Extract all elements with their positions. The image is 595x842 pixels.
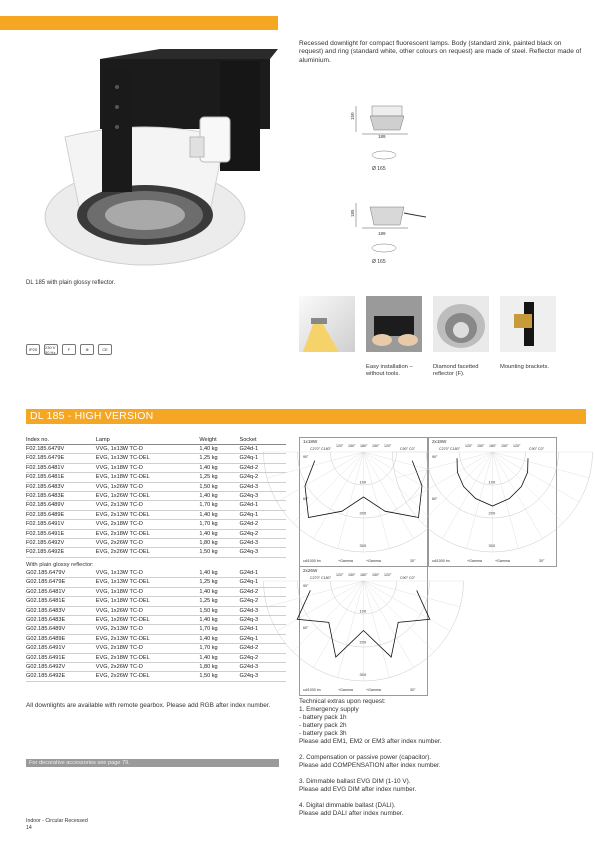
accessories-note: For decorative accessories see page 79. — [26, 759, 279, 767]
voltage-icon: 230 V 50 Hz — [44, 344, 58, 355]
cell-weight: 1,40 kg — [199, 569, 239, 578]
cell-weight: 1,40 kg — [199, 445, 239, 454]
polar-scale-label: 300 — [359, 543, 367, 548]
cell-lamp: EVG, 1x18W TC-DEL — [96, 473, 200, 482]
cell-socket: G24d-3 — [239, 663, 286, 672]
table-row — [26, 548, 286, 557]
cell-index: F02.185.6491V — [26, 520, 96, 529]
polar-spoke — [364, 581, 451, 631]
polar-top-angle: 120° — [513, 444, 521, 448]
cell-lamp: VVG, 2x13W TC-D — [96, 625, 200, 634]
cell-socket: G24d-1 — [239, 625, 286, 634]
polar-30-label: 30° — [410, 559, 416, 563]
cell-weight: 1,40 kg — [199, 510, 239, 519]
table-row — [26, 663, 286, 672]
footer-category: Indoor - Circular Recessed — [26, 818, 88, 824]
polar-top-angle: 120° — [465, 444, 473, 448]
polar-spoke — [493, 452, 543, 539]
cell-socket: G24d-2 — [239, 644, 286, 653]
header-index: Index no. — [26, 436, 96, 445]
cell-socket: G24q-3 — [239, 548, 286, 557]
polar-scale-label: 200 — [359, 639, 367, 645]
cell-index: G02.185.6481E — [26, 597, 96, 606]
thumbnail-installation — [366, 296, 422, 352]
header-weight: Weight — [199, 436, 239, 445]
header-socket: Socket — [239, 436, 286, 445]
polar-90-label: 90° — [303, 455, 309, 459]
class-icon: ⊕ — [80, 344, 94, 355]
thumbnail-caption-reflector: Diamond facetted reflector (F). — [433, 364, 479, 378]
polar-spoke — [443, 452, 493, 539]
table-row — [26, 634, 286, 643]
table-row — [26, 644, 286, 653]
polar-60-label: 60° — [432, 497, 438, 501]
certification-icons — [26, 344, 112, 355]
cell-weight: 1,25 kg — [199, 473, 239, 482]
extras-line: 4. Digital dimmable ballast (DALI). — [299, 802, 396, 809]
polar-plot-2 — [429, 438, 556, 566]
cell-lamp: VVG, 2x18W TC-D — [96, 520, 200, 529]
cell-lamp: VVG, 2x13W TC-D — [96, 501, 200, 510]
thumbnail-light — [299, 296, 355, 352]
cell-weight: 1,80 kg — [199, 663, 239, 672]
table-row — [26, 578, 286, 587]
extras-line: - battery pack 3h — [299, 730, 347, 737]
polar-scale-label: 300 — [488, 543, 496, 548]
table-row — [26, 529, 286, 538]
table-row — [26, 672, 286, 681]
cell-index: F02.185.6481E — [26, 473, 96, 482]
polar-spoke — [338, 581, 364, 678]
extras-line: - battery pack 2h — [299, 722, 347, 729]
polar-spoke — [338, 452, 364, 549]
cell-weight: 1,25 kg — [199, 454, 239, 463]
f-mark-icon: F — [62, 344, 76, 355]
extras-line — [299, 746, 539, 754]
thumbnail-reflector — [433, 296, 489, 352]
cell-weight: 1,25 kg — [199, 597, 239, 606]
polar-top-angle: 120° — [336, 573, 344, 577]
polar-unit-label: cd/1000 lm — [303, 559, 321, 563]
polar-gamma-label-2: +Gamma — [366, 559, 381, 563]
polar-top-angle: 150° — [348, 573, 356, 577]
d2-height-label: 185 — [350, 209, 355, 217]
table-row — [26, 510, 286, 519]
polar-60-label: 60° — [303, 626, 309, 630]
cell-socket: G24d-2 — [239, 463, 286, 472]
cell-lamp: EVG, 2x26W TC-DEL — [96, 672, 200, 681]
cell-weight: 1,70 kg — [199, 625, 239, 634]
d1-height-label: 150 — [350, 112, 355, 120]
cell-index: F02.185.6489E — [26, 510, 96, 519]
table-row — [26, 625, 286, 634]
dimension-drawing-2 — [352, 195, 427, 270]
cell-weight: 1,40 kg — [199, 634, 239, 643]
polar-scale-label: 100 — [488, 479, 496, 485]
polar-top-angle: 180° — [360, 444, 368, 448]
cell-socket: G24q-2 — [239, 529, 286, 538]
cell-lamp: VVG, 1x13W TC-D — [96, 445, 200, 454]
cell-socket: G24q-2 — [239, 653, 286, 662]
cell-socket: G24q-3 — [239, 492, 286, 501]
table-row — [26, 445, 286, 454]
cell-weight: 1,70 kg — [199, 644, 239, 653]
polar-gamma-label: +Gamma — [467, 559, 482, 563]
extras-line: Please add COMPENSATION after index number. — [299, 762, 441, 769]
cell-index: G02.185.6492V — [26, 663, 96, 672]
extras-line: 3. Dimmable ballast EVG DIM (1-10 V). — [299, 778, 411, 785]
cell-index: F02.185.6481V — [26, 463, 96, 472]
table-row — [26, 520, 286, 529]
cell-lamp: EVG, 1x13W TC-DEL — [96, 454, 200, 463]
product-photo — [40, 47, 278, 274]
polar-unit-label: cd/1000 lm — [432, 559, 450, 563]
cell-weight: 1,40 kg — [199, 616, 239, 625]
thumbnail-caption-installation: Easy installation – without tools. — [366, 364, 413, 378]
polar-60-label: 60° — [303, 497, 309, 501]
cell-index: F02.185.6492V — [26, 539, 96, 548]
cell-lamp: EVG, 2x18W TC-DEL — [96, 653, 200, 662]
polar-c-left: C270° C180° — [310, 576, 332, 580]
cell-socket: G24q-1 — [239, 578, 286, 587]
cell-lamp: EVG, 1x26W TC-DEL — [96, 492, 200, 501]
cell-weight: 1,40 kg — [199, 492, 239, 501]
cell-socket: G24d-1 — [239, 445, 286, 454]
cell-index: G02.185.6479V — [26, 569, 96, 578]
cell-index: G02.185.6491V — [26, 644, 96, 653]
thumbnail-brackets — [500, 296, 556, 352]
cell-index: F02.185.6483V — [26, 482, 96, 491]
cell-socket: G24q-3 — [239, 616, 286, 625]
cell-socket: G24d-1 — [239, 569, 286, 578]
extras-line: Please add DALI after index number. — [299, 810, 404, 817]
cell-socket: G24q-2 — [239, 597, 286, 606]
table-header-row — [26, 436, 286, 445]
polar-title-1: 1x18W — [303, 439, 318, 444]
cell-lamp: EVG, 2x26W TC-DEL — [96, 548, 200, 557]
polar-unit-label: cd/1000 lm — [303, 688, 321, 692]
cell-lamp: VVG, 1x18W TC-D — [96, 463, 200, 472]
section-title: DL 185 - HIGH VERSION — [26, 409, 586, 424]
polar-top-angle: 120° — [384, 444, 392, 448]
cell-weight: 1,50 kg — [199, 482, 239, 491]
polar-spoke — [364, 452, 390, 549]
cell-weight: 1,40 kg — [199, 463, 239, 472]
polar-spoke — [277, 452, 364, 502]
cell-index: F02.185.6479E — [26, 454, 96, 463]
polar-spoke — [314, 452, 364, 539]
table-row — [26, 501, 286, 510]
table-row — [26, 569, 286, 578]
cell-lamp: VVG, 1x26W TC-D — [96, 482, 200, 491]
polar-c-right: C90° C0° — [400, 447, 416, 451]
polar-top-angle: 180° — [489, 444, 497, 448]
extras-line — [299, 770, 539, 778]
cell-index: F02.185.6483E — [26, 492, 96, 501]
polar-gamma-label-2: +Gamma — [366, 688, 381, 692]
polar-top-angle: 150° — [372, 573, 380, 577]
table-row — [26, 606, 286, 615]
polar-scale-label: 300 — [359, 672, 367, 677]
cell-index: F02.185.6479V — [26, 445, 96, 454]
top-accent-bar — [0, 16, 278, 30]
polar-scale-label: 200 — [488, 510, 496, 516]
remote-gearbox-note: All downlights are available with remote gearbox. Please add RGB after index number. — [26, 702, 271, 709]
polar-90-label: 90° — [303, 584, 309, 588]
extras-line: 2. Compensation or passive power (capacitor). — [299, 754, 432, 761]
polar-gamma-label: +Gamma — [338, 559, 353, 563]
polar-top-angle: 180° — [360, 573, 368, 577]
polar-title-2: 2x18W — [432, 439, 447, 444]
cell-index: G02.185.6492E — [26, 672, 96, 681]
cell-lamp: VVG, 1x18W TC-D — [96, 587, 200, 596]
cell-index: G02.185.6483E — [26, 616, 96, 625]
polar-top-angle: 150° — [477, 444, 485, 448]
table-row — [26, 482, 286, 491]
polar-spoke — [364, 581, 461, 607]
cell-index: F02.185.6489V — [26, 501, 96, 510]
polar-c-left: C270° C180° — [310, 447, 332, 451]
cell-socket: G24q-1 — [239, 634, 286, 643]
polar-plot-1 — [300, 438, 427, 566]
photo-caption: DL 185 with plain glossy reflector. — [26, 280, 116, 286]
polar-chart-2x18w — [428, 437, 557, 567]
cell-index: G02.185.6489V — [26, 625, 96, 634]
polar-30-label: 30° — [410, 688, 416, 692]
cell-lamp: EVG, 1x13W TC-DEL — [96, 578, 200, 587]
polar-chart-2x26w — [299, 566, 428, 696]
polar-30-label: 30° — [539, 559, 545, 563]
product-description: Recessed downlight for compact fluorescent lamps. Body (standard zink, painted black on request) and ring (standard white, other colours on request) are made of steel. Reflector made of aluminium. — [299, 40, 582, 64]
polar-spoke — [364, 581, 390, 678]
polar-scale-label: 200 — [359, 510, 367, 516]
footer — [26, 818, 88, 831]
cell-lamp: VVG, 2x26W TC-D — [96, 539, 200, 548]
polar-c-right: C90° C0° — [529, 447, 545, 451]
cell-weight: 1,25 kg — [199, 578, 239, 587]
cell-lamp: VVG, 2x26W TC-D — [96, 663, 200, 672]
cell-lamp: VVG, 1x13W TC-D — [96, 569, 200, 578]
header-lamp: Lamp — [96, 436, 200, 445]
d2-width-label: 189 — [378, 231, 386, 236]
cell-index: F02.185.6492E — [26, 548, 96, 557]
cell-socket: G24d-2 — [239, 587, 286, 596]
table-row — [26, 463, 286, 472]
group2-title: With plain glossy reflector: — [26, 562, 94, 568]
extras-line: 1. Emergency supply — [299, 706, 359, 713]
d2-cutout-label: Ø 165 — [372, 259, 386, 265]
cell-weight: 1,40 kg — [199, 529, 239, 538]
polar-spoke — [364, 452, 414, 539]
table-row — [26, 454, 286, 463]
cell-index: G02.185.6491E — [26, 653, 96, 662]
cell-lamp: VVG, 2x18W TC-D — [96, 644, 200, 653]
polar-scale-label: 100 — [359, 608, 367, 614]
technical-extras — [299, 698, 539, 818]
table-row — [26, 473, 286, 482]
table-row — [26, 539, 286, 548]
footer-page-number: 14 — [26, 824, 32, 831]
polar-gamma-label: +Gamma — [338, 688, 353, 692]
thumbnail-caption-brackets: Mounting brackets. — [500, 364, 549, 370]
d1-width-label: 189 — [378, 134, 386, 139]
cell-weight: 1,80 kg — [199, 539, 239, 548]
table-row — [26, 653, 286, 662]
cell-socket: G24d-3 — [239, 539, 286, 548]
cell-socket: G24d-2 — [239, 520, 286, 529]
cell-index: G02.185.6481V — [26, 587, 96, 596]
polar-plot-3 — [300, 567, 427, 695]
spec-table-glossy — [26, 569, 286, 682]
polar-spoke — [293, 452, 364, 523]
cell-weight: 1,50 kg — [199, 672, 239, 681]
cell-index: G02.185.6489E — [26, 634, 96, 643]
polar-top-angle: 150° — [501, 444, 509, 448]
polar-scale-label: 100 — [359, 479, 367, 485]
table-row — [26, 492, 286, 501]
cell-weight: 1,40 kg — [199, 653, 239, 662]
cell-socket: G24q-1 — [239, 454, 286, 463]
cell-lamp: EVG, 2x18W TC-DEL — [96, 529, 200, 538]
dimension-drawing-1 — [352, 100, 412, 180]
polar-c-right: C90° C0° — [400, 576, 416, 580]
cell-lamp: EVG, 2x13W TC-DEL — [96, 634, 200, 643]
extras-line: Technical extras upon request: — [299, 698, 386, 705]
table-row — [26, 597, 286, 606]
cell-lamp: EVG, 1x18W TC-DEL — [96, 597, 200, 606]
cell-index: G02.185.6483V — [26, 606, 96, 615]
ce-mark-icon: CE — [98, 344, 112, 355]
extras-line — [299, 794, 539, 802]
cell-weight: 1,70 kg — [199, 520, 239, 529]
cell-weight: 1,70 kg — [199, 501, 239, 510]
cell-weight: 1,50 kg — [199, 606, 239, 615]
polar-chart-1x18w — [299, 437, 428, 567]
extras-line: - battery pack 1h — [299, 714, 347, 721]
polar-top-angle: 150° — [372, 444, 380, 448]
spec-table — [26, 436, 286, 558]
polar-spoke — [493, 452, 590, 478]
cell-index: F02.185.6491E — [26, 529, 96, 538]
polar-gamma-label-2: +Gamma — [495, 559, 510, 563]
cell-socket: G24q-3 — [239, 672, 286, 681]
polar-c-left: C270° C180° — [439, 447, 461, 451]
cell-socket: G24d-3 — [239, 482, 286, 491]
d1-cutout-label: Ø 165 — [372, 166, 386, 172]
cell-socket: G24q-2 — [239, 473, 286, 482]
cell-socket: G24d-3 — [239, 606, 286, 615]
table-row — [26, 616, 286, 625]
cell-socket: G24q-1 — [239, 510, 286, 519]
cell-socket: G24d-1 — [239, 501, 286, 510]
cell-index: G02.185.6479E — [26, 578, 96, 587]
polar-top-angle: 120° — [336, 444, 344, 448]
cell-lamp: EVG, 2x13W TC-DEL — [96, 510, 200, 519]
polar-top-angle: 120° — [384, 573, 392, 577]
cell-lamp: VVG, 1x26W TC-D — [96, 606, 200, 615]
cell-lamp: EVG, 1x26W TC-DEL — [96, 616, 200, 625]
extras-line: Please add EM1, EM2 or EM3 after index number. — [299, 738, 442, 745]
cell-weight: 1,40 kg — [199, 587, 239, 596]
polar-spoke — [277, 581, 364, 631]
polar-top-angle: 150° — [348, 444, 356, 448]
polar-title-3: 2x26W — [303, 568, 318, 573]
extras-line: Please add EVG DIM after index number. — [299, 786, 417, 793]
table-row — [26, 587, 286, 596]
cell-weight: 1,50 kg — [199, 548, 239, 557]
polar-spoke — [493, 452, 580, 502]
ip20-icon: IP20 — [26, 344, 40, 355]
polar-90-label: 90° — [432, 455, 438, 459]
